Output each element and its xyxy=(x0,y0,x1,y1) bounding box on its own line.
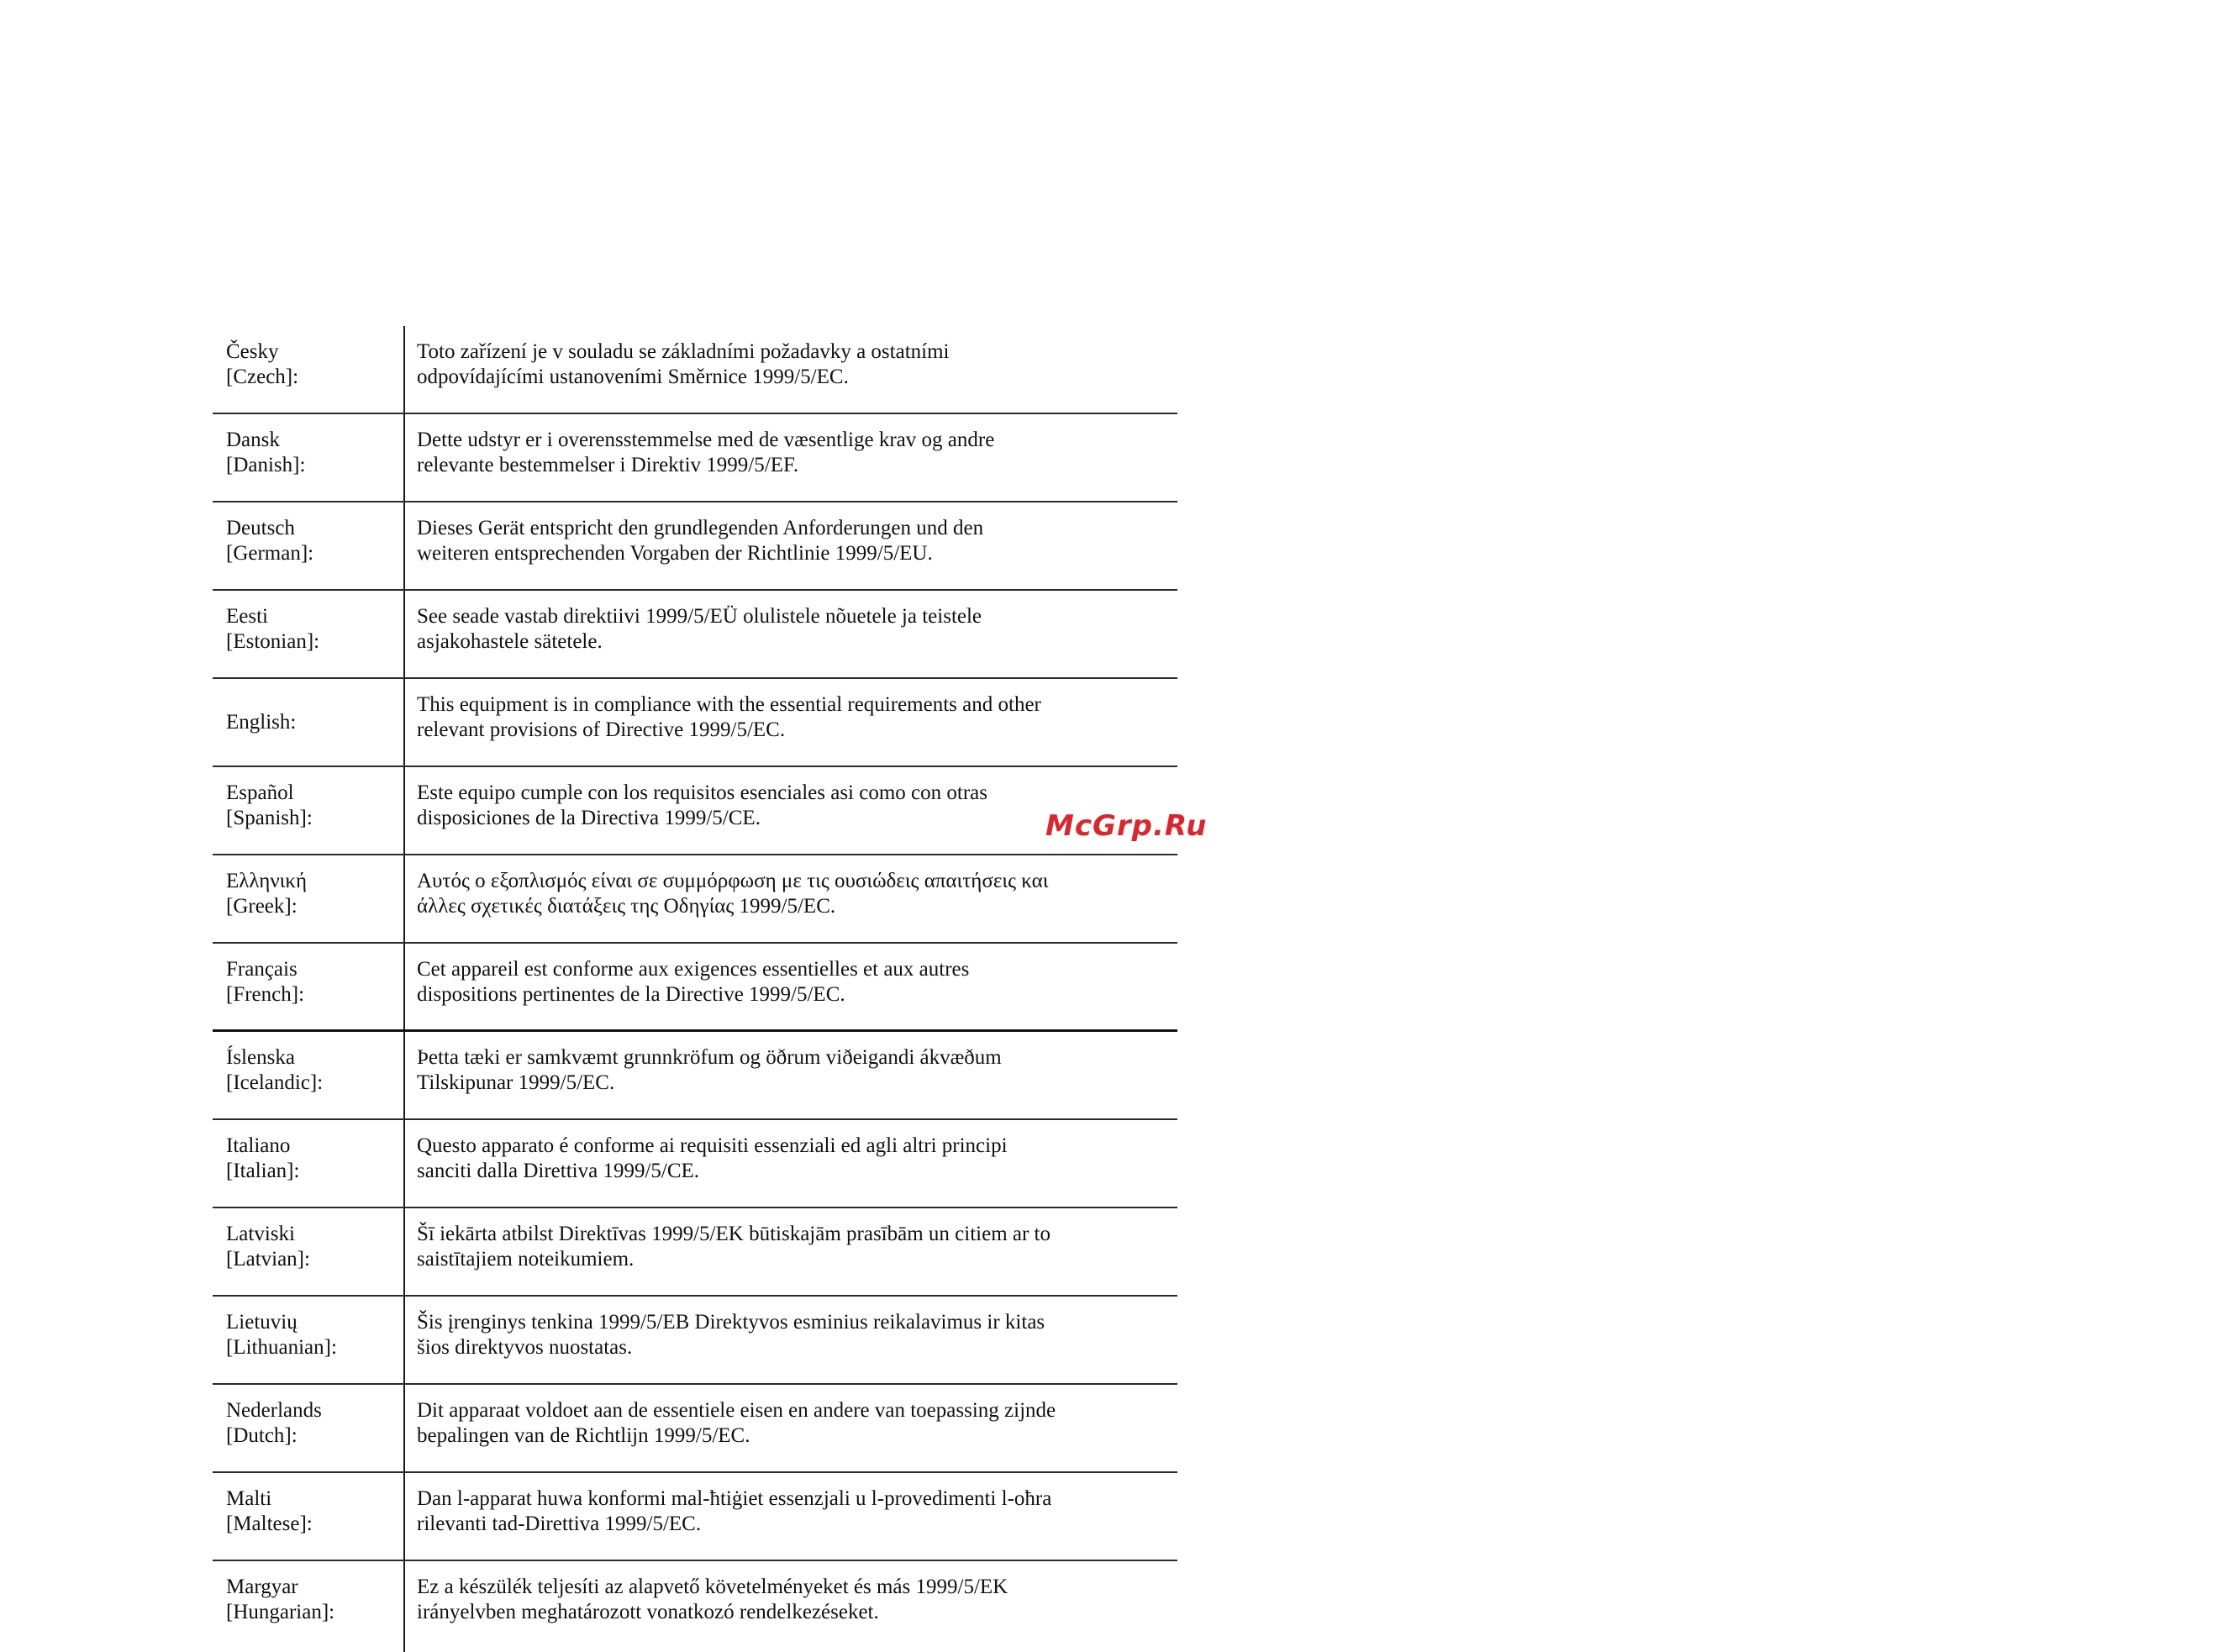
table-row xyxy=(213,1385,1177,1473)
table-row xyxy=(213,1120,1177,1208)
language-label: Eesti [Estonian]: xyxy=(226,605,320,653)
language-label: Latviski [Latvian]: xyxy=(226,1223,310,1271)
compliance-statement: Dan l-apparat huwa konformi mal-ħtiġiet essenzjali u l-provedimenti l-oħra rilevanti tad-Direttiva 1999/5/EC. xyxy=(417,1487,1052,1535)
table-row xyxy=(213,1297,1177,1385)
language-label: Lietuvių [Lithuanian]: xyxy=(226,1311,337,1359)
table-row xyxy=(213,1473,1177,1561)
table-row xyxy=(213,679,1177,767)
table-row xyxy=(213,591,1177,679)
compliance-statement: See seade vastab direktiivi 1999/5/EÜ olulistele nõuetele ja teistele asjakohastele sätetele. xyxy=(417,605,982,653)
compliance-statement: This equipment is in compliance with the essential requirements and other relevant provisions of Directive 1999/5/EC. xyxy=(417,693,1041,741)
compliance-statement: Šis įrenginys tenkina 1999/5/EB Direktyvos esminius reikalavimus ir kitas šios direktyvos nuostatas. xyxy=(417,1311,1045,1359)
language-label: Français [French]: xyxy=(226,958,305,1006)
compliance-statement: Šī iekārta atbilst Direktīvas 1999/5/EK būtiskajām prasībām un citiem ar to saistītajiem noteikumiem. xyxy=(417,1223,1051,1271)
table-row xyxy=(213,767,1177,855)
language-label: Margyar [Hungarian]: xyxy=(226,1576,335,1623)
compliance-statement: Ez a készülék teljesíti az alapvető követelményeket és más 1999/5/EK irányelvben meghatározott vonatkozó rendelkezéseket. xyxy=(417,1576,1008,1623)
table-row xyxy=(213,944,1177,1032)
compliance-statement: Dieses Gerät entspricht den grundlegenden Anforderungen und den weiteren entsprechenden Vorgaben der Richtlinie 1999/5/EU. xyxy=(417,517,984,565)
table-row xyxy=(213,1561,1177,1649)
compliance-statement: Questo apparato é conforme ai requisiti essenziali ed agli altri principi sanciti dalla Direttiva 1999/5/CE. xyxy=(417,1134,1008,1182)
compliance-statement: Este equipo cumple con los requisitos esenciales asi como con otras disposiciones de la Directiva 1999/5/CE. xyxy=(417,781,987,829)
table-row xyxy=(213,414,1177,502)
compliance-statement: Αυτός ο εξοπλισμός είναι σε συμμόρφωση με τις ουσιώδεις απαιτήσεις και άλλες σχετικές διατάξεις της Οδηγίας 1999/5/EC. xyxy=(417,870,1049,918)
language-label: Italiano [Italian]: xyxy=(226,1134,300,1182)
language-label: Dansk [Danish]: xyxy=(226,429,306,476)
language-label: Deutsch [German]: xyxy=(226,517,314,565)
table-row xyxy=(213,1032,1177,1120)
table-row xyxy=(213,1208,1177,1297)
watermark: McGrp.Ru xyxy=(1045,809,1208,843)
language-label: Español [Spanish]: xyxy=(226,781,313,829)
compliance-statement: Toto zařízení je v souladu se základními požadavky a ostatními odpovídajícími ustanoveními Směrnice 1999/5/EC. xyxy=(417,340,950,388)
compliance-statement: Þetta tæki er samkvæmt grunnkröfum og öðrum viðeigandi ákvæðum Tilskipunar 1999/5/EC. xyxy=(417,1046,1002,1094)
language-label: English: xyxy=(226,710,297,734)
language-label: Česky [Czech]: xyxy=(226,340,299,388)
language-label: Malti [Maltese]: xyxy=(226,1487,313,1535)
language-label: Nederlands [Dutch]: xyxy=(226,1399,322,1447)
table-row xyxy=(213,326,1177,414)
compliance-statement: Dette udstyr er i overensstemmelse med de væsentlige krav og andre relevante bestemmelser i Direktiv 1999/5/EF. xyxy=(417,429,995,476)
table-row xyxy=(213,855,1177,944)
compliance-table xyxy=(213,326,1177,1649)
table-row xyxy=(213,502,1177,591)
language-label: Íslenska [Icelandic]: xyxy=(226,1046,324,1094)
compliance-statement: Cet appareil est conforme aux exigences essentielles et aux autres dispositions pertinentes de la Directive 1999/5/EC. xyxy=(417,958,970,1006)
language-label: Ελληνική [Greek]: xyxy=(226,870,308,918)
compliance-statement: Dit apparaat voldoet aan de essentiele eisen en andere van toepassing zijnde bepalingen van de Richtlijn 1999/5/EC. xyxy=(417,1399,1056,1447)
